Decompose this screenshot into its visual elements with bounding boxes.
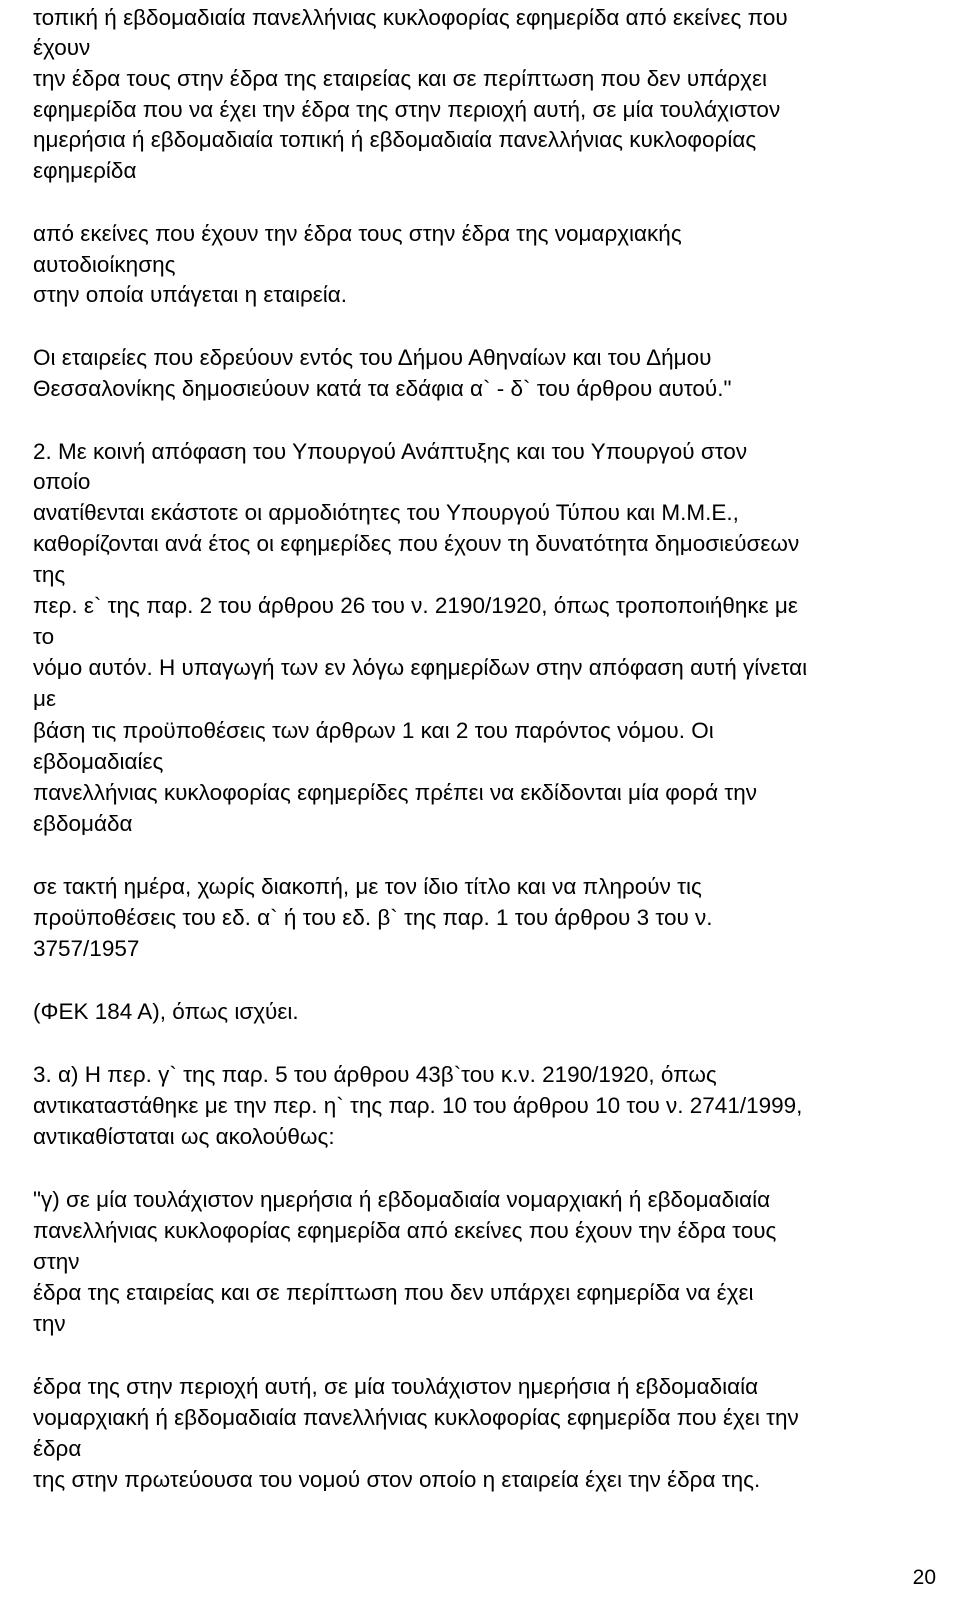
text-line: στην οποία υπάγεται η εταιρεία. bbox=[33, 282, 348, 307]
text-line: έδρα bbox=[33, 1436, 82, 1461]
text-line: της bbox=[33, 562, 66, 587]
text-line: 3757/1957 bbox=[33, 936, 140, 961]
text-line: εβδομαδιαίες bbox=[33, 749, 164, 774]
text-line: το bbox=[33, 624, 55, 649]
text-line: οποίο bbox=[33, 469, 91, 494]
text-line: νόμο αυτόν. Η υπαγωγή των εν λόγω εφημερίδων στην απόφαση αυτή γίνεται bbox=[33, 655, 808, 680]
text-line: από εκείνες που έχουν την έδρα τους στην έδρα της νομαρχιακής bbox=[33, 221, 682, 246]
text-line: πανελλήνιας κυκλοφορίας εφημερίδα από εκείνες που έχουν την έδρα τους bbox=[33, 1218, 777, 1243]
text-line: εφημερίδα bbox=[33, 158, 137, 183]
text-line: στην bbox=[33, 1249, 80, 1274]
text-line: σε τακτή ημέρα, χωρίς διακοπή, με τον ίδιο τίτλο και να πληρούν τις bbox=[33, 874, 702, 899]
text-line: καθορίζονται ανά έτος οι εφημερίδες που έχουν τη δυνατότητα δημοσιεύσεων bbox=[33, 531, 800, 556]
page-number: 20 bbox=[912, 1566, 936, 1589]
text-line: "γ) σε μία τουλάχιστον ημερήσια ή εβδομαδιαία νομαρχιακή ή εβδομαδιαία bbox=[33, 1187, 771, 1212]
text-line: αντικαταστάθηκε με την περ. η` της παρ. 10 του άρθρου 10 του ν. 2741/1999, bbox=[33, 1093, 803, 1118]
text-line: νομαρχιακή ή εβδομαδιαία πανελλήνιας κυκλοφορίας εφημερίδα που έχει την bbox=[33, 1405, 799, 1430]
text-line: πανελλήνιας κυκλοφορίας εφημερίδες πρέπει να εκδίδονται μία φορά την bbox=[33, 780, 758, 805]
text-line: ημερήσια ή εβδομαδιαία τοπική ή εβδομαδιαία πανελλήνιας κυκλοφορίας bbox=[33, 127, 757, 152]
text-line: με bbox=[33, 686, 56, 711]
text-line: εβδομάδα bbox=[33, 811, 133, 836]
text-line: την bbox=[33, 1311, 66, 1336]
text-line: έδρα της εταιρείας και σε περίπτωση που δεν υπάρχει εφημερίδα να έχει bbox=[33, 1280, 754, 1305]
text-line: (ΦΕΚ 184 Α), όπως ισχύει. bbox=[33, 999, 299, 1024]
text-line: βάση τις προϋποθέσεις των άρθρων 1 και 2 του παρόντος νόμου. Οι bbox=[33, 718, 714, 743]
text-line: εφημερίδα που να έχει την έδρα της στην περιοχή αυτή, σε μία τουλάχιστον bbox=[33, 97, 781, 122]
text-line: έχουν bbox=[33, 35, 91, 60]
text-line: τοπική ή εβδομαδιαία πανελλήνιας κυκλοφορίας εφημερίδα από εκείνες που bbox=[33, 5, 788, 30]
text-line: ανατίθενται εκάστοτε οι αρμοδιότητες του Υπουργού Τύπου και Μ.Μ.Ε., bbox=[33, 500, 739, 525]
text-line: 2. Με κοινή απόφαση του Υπουργού Ανάπτυξης και του Υπουργού στον bbox=[33, 439, 748, 464]
text-line: Θεσσαλονίκης δημοσιεύουν κατά τα εδάφια α` - δ` του άρθρου αυτού." bbox=[33, 376, 732, 401]
text-line: της στην πρωτεύουσα του νομού στον οποίο η εταιρεία έχει την έδρα της. bbox=[33, 1467, 761, 1492]
text-line: Οι εταιρείες που εδρεύουν εντός του Δήμου Αθηναίων και του Δήμου bbox=[33, 345, 712, 370]
text-line: αυτοδιοίκησης bbox=[33, 252, 176, 277]
text-line: 3. α) Η περ. γ` της παρ. 5 του άρθρου 43β`του κ.ν. 2190/1920, όπως bbox=[33, 1062, 717, 1087]
text-line: περ. ε` της παρ. 2 του άρθρου 26 του ν. 2190/1920, όπως τροποποιήθηκε με bbox=[33, 593, 798, 618]
text-line: προϋποθέσεις του εδ. α` ή του εδ. β` της παρ. 1 του άρθρου 3 του ν. bbox=[33, 905, 713, 930]
text-line: την έδρα τους στην έδρα της εταιρείας και σε περίπτωση που δεν υπάρχει bbox=[33, 66, 767, 91]
text-line: αντικαθίσταται ως ακολούθως: bbox=[33, 1124, 335, 1149]
text-line: έδρα της στην περιοχή αυτή, σε μία τουλάχιστον ημερήσια ή εβδομαδιαία bbox=[33, 1374, 759, 1399]
